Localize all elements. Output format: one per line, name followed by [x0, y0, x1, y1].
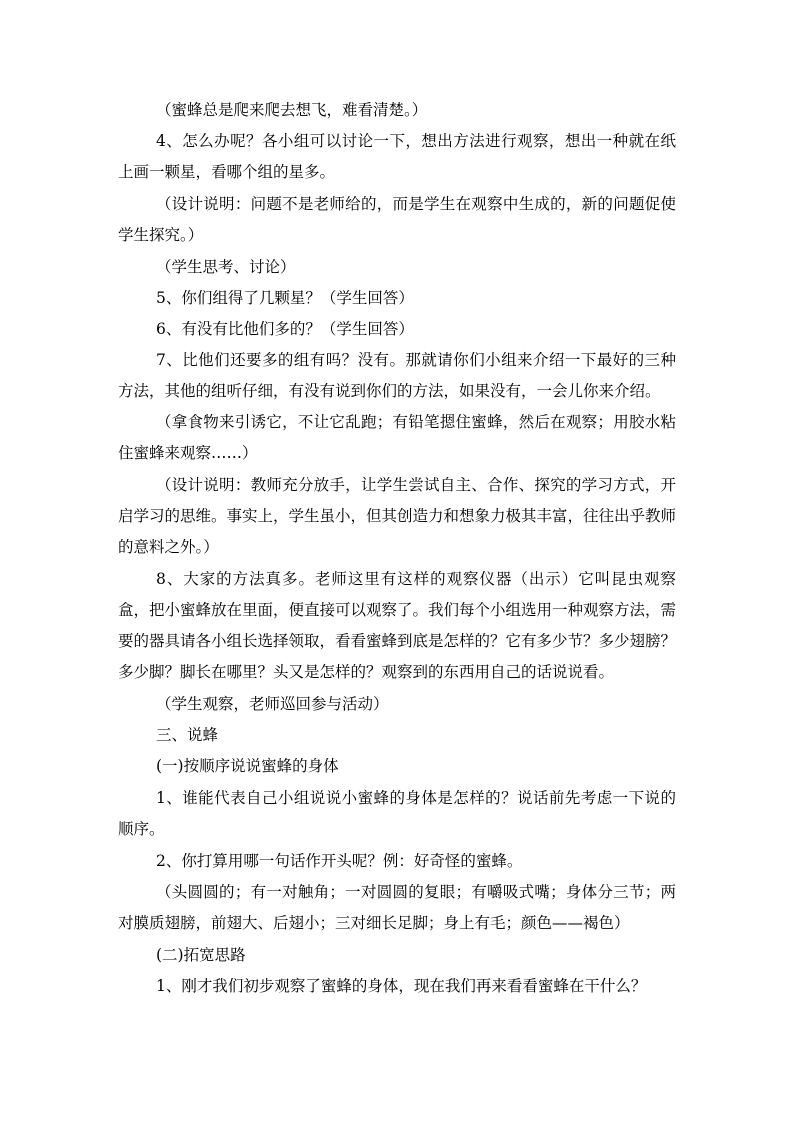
paragraph-1: （蜜蜂总是爬来爬去想飞，难看清楚。）: [156, 101, 428, 119]
paragraph-4: （学生思考、讨论）: [156, 258, 296, 276]
paragraph-18: 1、刚才我们初步观察了蜜蜂的身体，现在我们再来看看蜜蜂在干什么？: [156, 977, 647, 995]
subsection-heading-2: (二)拓宽思路: [156, 946, 246, 964]
paragraph-16: （头圆圆的；有一对触角；一对圆圆的复眼；有嚼吸式嘴；身体分三节；两对膜质翅膀，前翅大、后翅小；三对细长足脚；身上有毛；颜色——褐色）: [118, 883, 676, 932]
paragraph-10: 8、大家的方法真多。老师这里有这样的观察仪器（出示）它叫昆虫观察盒，把小蜜蜂放在里面，便直接可以观察了。我们每个小组选用一种观察方法，需要的器具请各小组长选择领取，看看蜜蜂到底是怎样的？它有多少节？多少翅膀？多少脚？脚长在哪里？头又是怎样的？观察到的东西用自己的话说说看。: [118, 570, 677, 681]
paragraph-14: 1、谁能代表自己小组说说小蜜蜂的身体是怎样的？说话前先考虑一下说的顺序。: [118, 789, 676, 838]
paragraph-6: 6、有没有比他们多的？（学生回答）: [156, 320, 414, 338]
paragraph-15: 2、你打算用哪一句话作开头呢？例：好奇怪的蜜蜂。: [156, 852, 523, 870]
paragraph-9: （设计说明：教师充分放手，让学生尝试自主、合作、探究的学习方式，开启学习的思维。事实上，学生虽小，但其创造力和想象力极其丰富，往往出乎教师的意料之外。）: [118, 476, 677, 556]
paragraph-2: 4、怎么办呢？各小组可以讨论一下，想出方法进行观察，想出一种就在纸上画一颗星，看哪个组的星多。: [118, 132, 676, 181]
section-heading-3: 三、说蜂: [156, 726, 219, 744]
paragraph-5: 5、你们组得了几颗星？（学生回答）: [156, 289, 414, 307]
paragraph-3: （设计说明：问题不是老师给的，而是学生在观察中生成的，新的问题促使学生探究。）: [118, 195, 676, 244]
paragraph-8: （拿食物来引诱它，不让它乱跑；有铅笔摁住蜜蜂，然后在观察；用胶水粘住蜜蜂来观察……）: [118, 413, 676, 462]
paragraph-11: （学生观察，老师巡回参与活动）: [156, 695, 389, 713]
paragraph-7: 7、比他们还要多的组有吗？没有。那就请你们小组来介绍一下最好的三种方法，其他的组听仔细，有没有说到你们的方法，如果没有，一会儿你来介绍。: [118, 351, 676, 400]
subsection-heading-1: (一)按顺序说说蜜蜂的身体: [156, 757, 339, 775]
